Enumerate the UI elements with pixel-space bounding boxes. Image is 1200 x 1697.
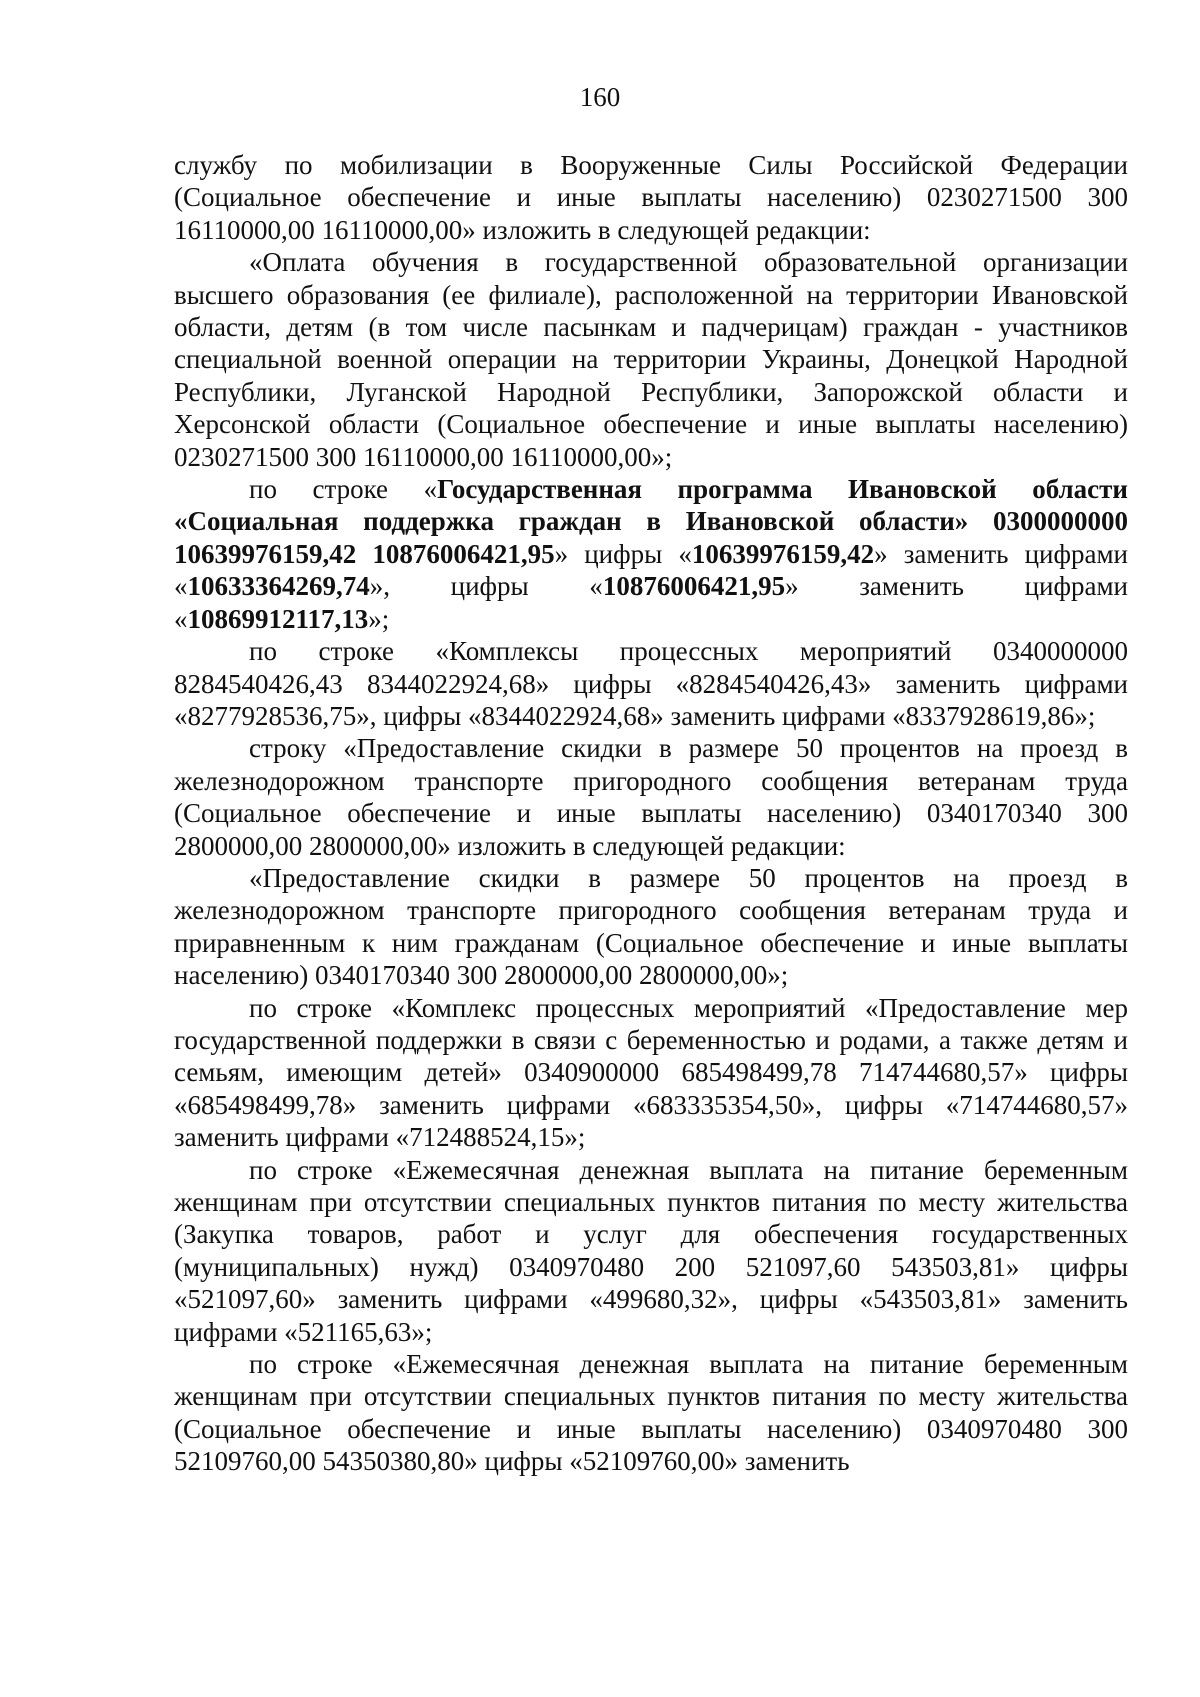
text-run: »; <box>368 603 390 634</box>
document-paragraph <box>174 1348 1128 1478</box>
text-run: » заменить цифрами « <box>174 571 1128 634</box>
page-number: 160 <box>579 82 621 112</box>
text-run: », цифры « <box>369 571 603 602</box>
bold-text-run: 10876006421,95 <box>602 571 786 602</box>
bold-text-run: 10869912117,13 <box>187 603 369 634</box>
document-paragraph <box>174 149 1128 246</box>
text-run: по строке «Комплексы процессных мероприятий 0340000000 8284540426,43 8344022924,68» цифры «8284540426,43» заменить цифрами «8277928536,75», цифры «8344022924,68» заменить цифрами «8337928619,86»; <box>174 636 1128 731</box>
text-run: по строке «Комплекс процессных мероприятий «Предоставление мер государственной поддержки в связи с беременностью и родами, а также детям и семьям, имеющим детей» 0340900000 685498499,78 714744680,57» цифры «685498499,78» заменить цифрами «683335354,50», цифры «714744680,57» заменить цифрами «712488524,15»; <box>174 992 1128 1153</box>
text-run: строку «Предоставление скидки в размере 50 процентов на проезд в железнодорожном транспорте пригородного сообщения ветеранам труда (Социальное обеспечение и иные выплаты населению) 0340170340 300 2800000,00 2800000,00» изложить в следующей редакции: <box>174 733 1128 861</box>
document-paragraph <box>174 473 1128 635</box>
bold-text-run: 10633364269,74 <box>187 571 370 602</box>
text-run: по строке « <box>249 474 438 505</box>
document-paragraph <box>174 1154 1128 1348</box>
bold-text-run: 10639976159,42 <box>691 538 875 569</box>
text-run: по строке «Ежемесячная денежная выплата на питание беременным женщинам при отсутствии специальных пунктов питания по месту жительства (Закупка товаров, работ и услуг для обеспечения государственных (муниципальных) нужд) 0340970480 200 521097,60 543503,81» цифры «521097,60» заменить цифрами «499680,32», цифры «543503,81» заменить цифрами «521165,63»; <box>174 1154 1128 1347</box>
text-run: «Предоставление скидки в размере 50 процентов на проезд в железнодорожном транспорте пригородного сообщения ветеранам труда и приравненным к ним гражданам (Социальное обеспечение и иные выплаты населению) 0340170340 300 2800000,00 2800000,00»; <box>174 862 1128 991</box>
text-run: » заменить цифрами « <box>174 538 1128 602</box>
text-run: службу по мобилизации в Вооруженные Силы Российской Федерации (Социальное обеспечение и иные выплаты населению) 0230271500 300 16110000,00 16110000,00» изложить в следующей редакции: <box>174 150 1128 245</box>
document-body <box>174 149 1128 1478</box>
document-paragraph <box>174 862 1128 992</box>
text-run: » цифры « <box>554 538 692 569</box>
document-paragraph <box>174 246 1128 473</box>
document-paragraph <box>174 732 1128 862</box>
text-run: «Оплата обучения в государственной образовательной организации высшего образования (ее филиале), расположенной на территории Ивановской области, детям (в том числе пасынкам и падчерицам) граждан - участников специальной военной операции на территории Украины, Донецкой Народной Республики, Луганской Народной Республики, Запорожской области и Херсонской области (Социальное обеспечение и иные выплаты населению) 0230271500 300 16110000,00 16110000,00»; <box>174 247 1128 472</box>
document-paragraph <box>174 635 1128 732</box>
text-run: по строке «Ежемесячная денежная выплата на питание беременным женщинам при отсутствии специальных пунктов питания по месту жительства (Социальное обеспечение и иные выплаты населению) 0340970480 300 52109760,00 54350380,80» цифры «52109760,00» заменить <box>174 1349 1128 1477</box>
bold-text-run: Государственная программа Ивановской области «Социальная поддержка граждан в Ивановской области» 0300000000 10639976159,42 10876006421,95 <box>174 474 1128 569</box>
document-paragraph <box>174 992 1128 1154</box>
